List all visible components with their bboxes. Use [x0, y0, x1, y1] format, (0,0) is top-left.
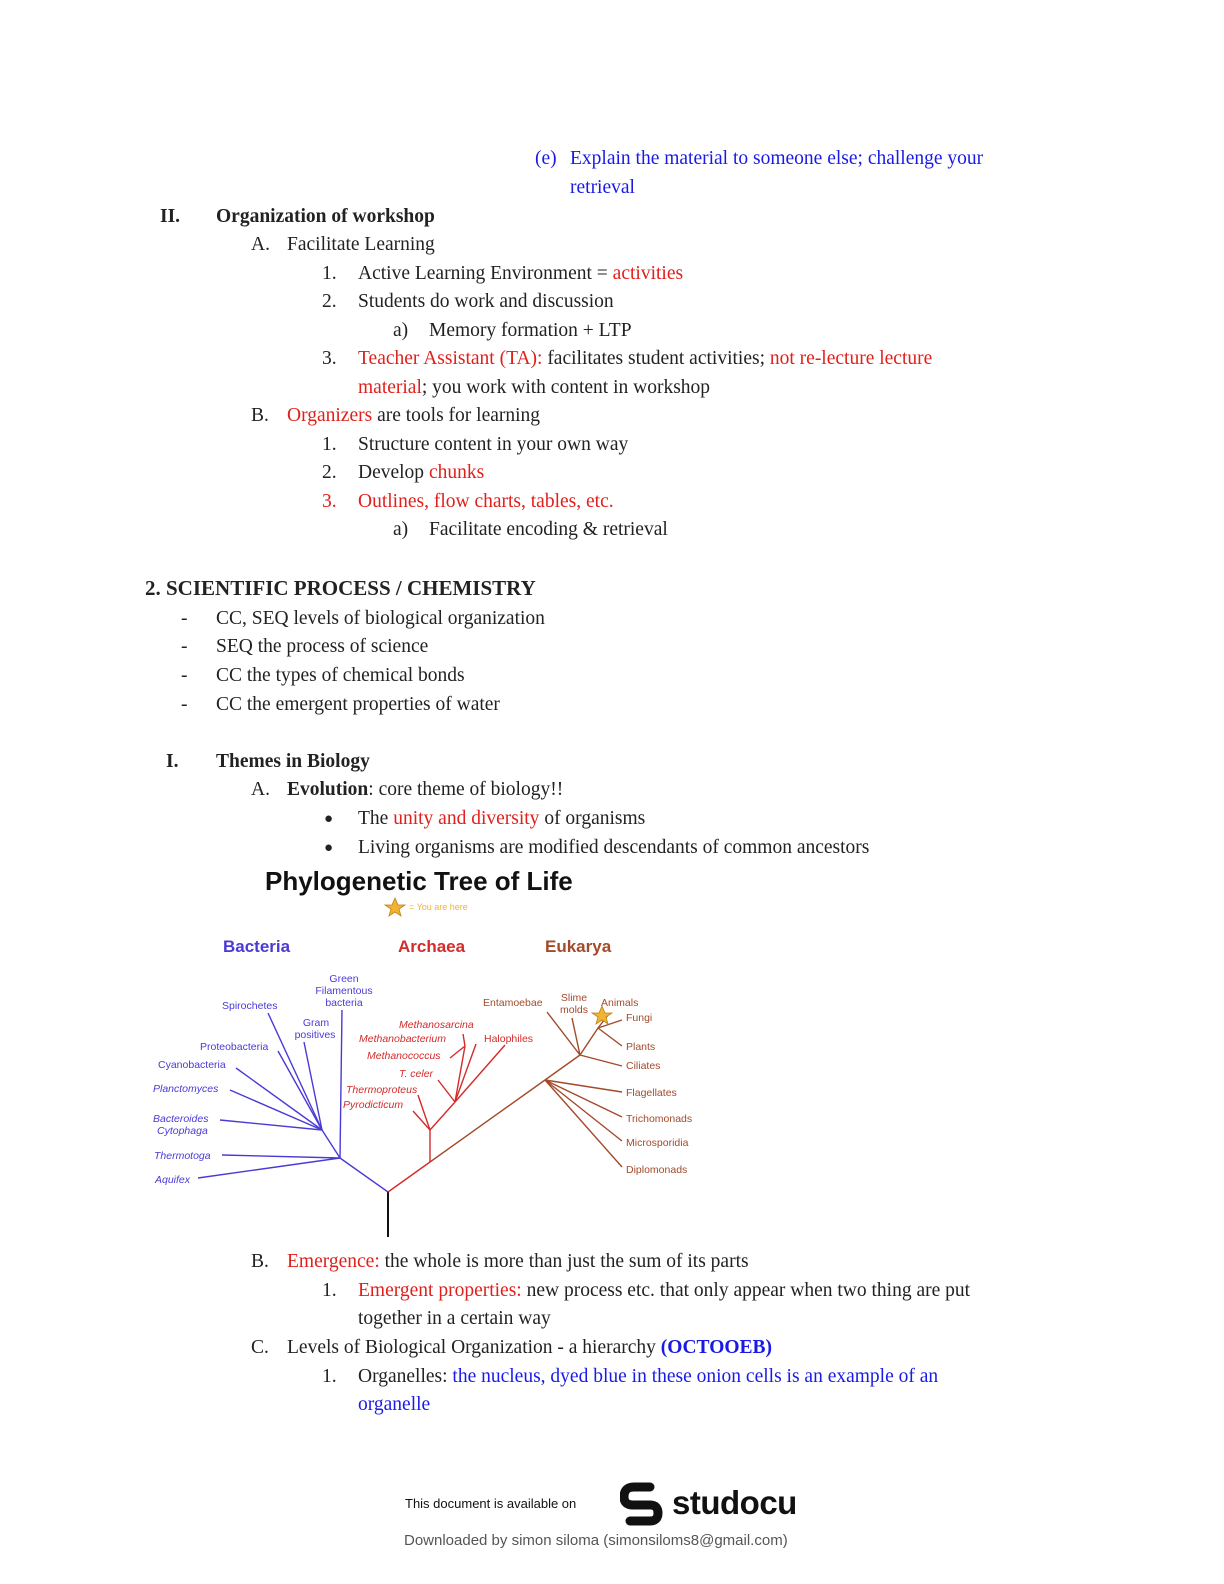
section-marker: II.: [160, 206, 181, 227]
list-marker: a): [393, 519, 409, 540]
list-marker: C.: [251, 1337, 269, 1358]
section-heading: Themes in Biology: [216, 751, 370, 772]
tree-label: Ciliates: [626, 1060, 661, 1072]
bullet-icon: ●: [324, 811, 334, 827]
bold-term: Evolution: [287, 779, 369, 800]
highlight-text: Emergence:: [287, 1251, 380, 1272]
tree-label: Methanosarcina: [399, 1019, 474, 1031]
eukarya-labels: [483, 992, 692, 1176]
list-marker: A.: [251, 234, 270, 255]
list-item-text: are tools for learning: [372, 405, 541, 426]
highlight-text: unity and diversity: [393, 808, 540, 829]
tree-label: Filamentous: [315, 985, 373, 997]
tree-label: Pyrodicticum: [343, 1099, 404, 1111]
list-item-text: Levels of Biological Organization - a hierarchy: [287, 1337, 661, 1358]
archaea-labels: [343, 1019, 533, 1111]
list-item-text: Living organisms are modified descendants of common ancestors: [358, 837, 870, 858]
tree-label: bacteria: [325, 997, 363, 1009]
star-legend: = You are here: [409, 902, 468, 912]
list-marker: 3.: [322, 348, 337, 369]
tree-label: Methanobacterium: [359, 1033, 446, 1045]
tree-label: molds: [559, 1004, 589, 1016]
studocu-logo-icon[interactable]: [620, 1481, 666, 1527]
list-marker: 2.: [322, 462, 337, 483]
studocu-brand[interactable]: studocu: [672, 1484, 797, 1521]
list-item-text: organelle: [358, 1394, 431, 1415]
highlight-text: not re-lecture lecture: [769, 348, 933, 369]
chapter-heading: 2. SCIENTIFIC PROCESS / CHEMISTRY: [145, 576, 536, 600]
list-item-text: Organelles:: [358, 1366, 453, 1387]
list-item: [358, 376, 710, 400]
list-marker: 1.: [322, 263, 337, 284]
tree-label: Bacteroides: [153, 1113, 209, 1125]
dash-marker: -: [181, 608, 188, 629]
list-item: [358, 347, 932, 371]
bullet-icon: ●: [324, 840, 334, 856]
list-item-text: Facilitate Learning: [287, 234, 435, 255]
list-item: [358, 1365, 938, 1389]
footer-downloaded-text: Downloaded by simon siloma (simonsiloms8@gmail.com): [404, 1532, 788, 1549]
tree-label: Slime: [560, 992, 588, 1004]
list-item-text: Outlines, flow charts, tables, etc.: [358, 491, 614, 512]
tree-label: Gram: [302, 1017, 330, 1029]
highlight-text: material: [358, 377, 422, 398]
tree-label: Aquifex: [155, 1174, 191, 1186]
list-item: [287, 778, 563, 802]
dash-marker: -: [181, 694, 188, 715]
list-item: [287, 404, 540, 428]
tree-label: positives: [294, 1029, 336, 1041]
highlight-text: Teacher Assistant (TA):: [358, 348, 543, 369]
list-marker: 1.: [322, 1280, 337, 1301]
tree-label: Methanococcus: [367, 1050, 441, 1062]
list-item-text: new process etc. that only appear when two thing are put: [521, 1280, 971, 1301]
tree-label: T. celer: [399, 1068, 434, 1080]
footer-available-text: This document is available on: [405, 1496, 577, 1511]
tree-label: Trichomonads: [626, 1113, 693, 1125]
figure-title: Phylogenetic Tree of Life: [265, 866, 573, 896]
tree-label: Fungi: [626, 1012, 653, 1024]
tree-label: Thermotoga: [154, 1150, 211, 1162]
list-marker: 3.: [322, 491, 337, 512]
domain-eukarya: Eukarya: [545, 937, 612, 956]
list-item-text: together in a certain way: [358, 1308, 551, 1329]
tree-label: Plants: [626, 1041, 656, 1053]
list-item-text: facilitates student activities;: [542, 348, 770, 369]
section-marker: I.: [166, 751, 179, 772]
list-item: [358, 807, 645, 831]
dash-marker: -: [181, 665, 188, 686]
list-item: [287, 1336, 772, 1360]
list-item-text: Facilitate encoding & retrieval: [429, 519, 668, 540]
list-item-text: Active Learning Environment =: [358, 263, 613, 284]
list-item-text: Develop: [358, 462, 429, 483]
tree-label: Cytophaga: [157, 1125, 208, 1137]
tree-label: Entamoebae: [483, 997, 543, 1009]
tree-label: Diplomonads: [626, 1164, 688, 1176]
list-item: [358, 1279, 970, 1303]
objective-item: SEQ the process of science: [216, 636, 429, 657]
acronym: (OCTOOEB): [660, 1337, 773, 1358]
phylogenetic-tree-figure: [140, 860, 740, 1250]
list-item-text: Students do work and discussion: [358, 291, 614, 312]
list-item: [287, 1250, 749, 1274]
domain-archaea: Archaea: [398, 937, 466, 956]
list-marker: (e): [535, 148, 557, 169]
tree-label: Thermoproteus: [346, 1084, 418, 1096]
list-item-text: of organisms: [539, 808, 646, 829]
highlight-text: the nucleus, dyed blue in these onion cells is an example of an: [452, 1366, 939, 1387]
list-marker: 1.: [322, 434, 337, 455]
list-item-text: The: [358, 808, 394, 829]
list-item-text: Structure content in your own way: [358, 434, 629, 455]
list-item: [358, 461, 484, 485]
list-marker: 1.: [322, 1366, 337, 1387]
list-marker: 2.: [322, 291, 337, 312]
highlight-text: chunks: [428, 462, 485, 483]
list-marker: a): [393, 320, 409, 341]
highlight-text: Organizers: [287, 405, 373, 426]
list-item-text: Explain the material to someone else; challenge your: [570, 148, 984, 169]
list-item-text: retrieval: [570, 177, 635, 198]
tree-label: Proteobacteria: [200, 1041, 269, 1053]
tree-label: Flagellates: [626, 1087, 677, 1099]
tree-label: Planctomyces: [153, 1083, 219, 1095]
tree-label: Green: [329, 973, 359, 985]
list-marker: B.: [251, 405, 269, 426]
tree-label: Halophiles: [484, 1033, 534, 1045]
list-item-text: ; you work with content in workshop: [421, 377, 711, 398]
tree-label: Animals: [601, 997, 639, 1009]
highlight-text: Emergent properties:: [358, 1280, 522, 1301]
list-item: [358, 262, 683, 286]
objective-item: CC, SEQ levels of biological organization: [216, 608, 545, 629]
list-item-text: Memory formation + LTP: [429, 320, 632, 341]
objective-item: CC the emergent properties of water: [216, 694, 500, 715]
list-item-text: : core theme of biology!!: [368, 779, 564, 800]
tree-label: Spirochetes: [222, 1000, 278, 1012]
dash-marker: -: [181, 636, 188, 657]
list-marker: A.: [251, 779, 270, 800]
list-marker: B.: [251, 1251, 269, 1272]
star-icon: [385, 898, 405, 916]
objective-item: CC the types of chemical bonds: [216, 665, 465, 686]
section-heading: Organization of workshop: [216, 206, 435, 227]
tree-label: Cyanobacteria: [158, 1059, 226, 1071]
domain-bacteria: Bacteria: [223, 937, 291, 956]
highlight-text: activities: [612, 263, 684, 284]
list-item-text: the whole is more than just the sum of its parts: [379, 1251, 749, 1272]
tree-label: Microsporidia: [626, 1137, 689, 1149]
